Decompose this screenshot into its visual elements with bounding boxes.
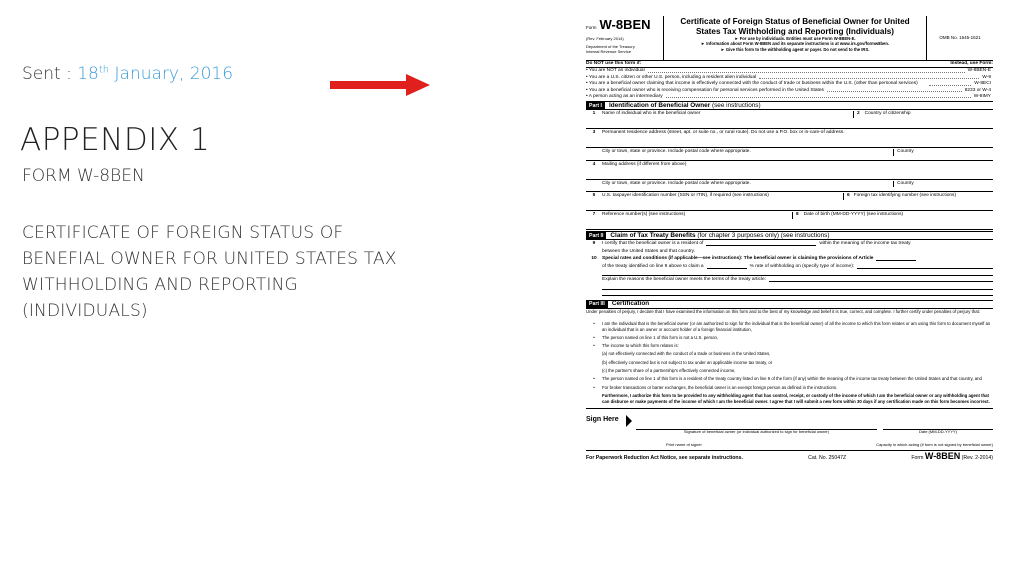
form-irs: Internal Revenue Service — [586, 49, 631, 54]
do-not-use-label: Do NOT use this form if: — [586, 61, 642, 66]
part-2-body: 9 I certify that the beneficial owner is a resident of within the meaning of the income tax treaty between the United States and that country. 10 Special rates and conditions (if applicable—see instructions): The beneficial owner is claiming the provisions of Article of the treaty identified on line 9 above to claim a % rate of withholding on (specify type of income): Explain the reasons the beneficial owner meets the terms of the treaty article: — [586, 240, 993, 296]
cert-item: I am the individual that is the beneficial owner (or am authorized to sign for the individual that is the beneficial owner) of all the income to which this form relates or am using this form to document myself as an individual that is an owner or account holder of a foreign financial institution, — [602, 320, 991, 332]
instead-label: Instead, use Form: — [950, 61, 993, 66]
sent-date — [77, 64, 233, 84]
city-label: City or town, state or province. Include postal code where appropriate. — [602, 149, 751, 155]
paperwork-notice: For Paperwork Reduction Act Notice, see separate instructions. — [586, 454, 743, 461]
form-dept: Department of the Treasury — [586, 44, 635, 49]
exclusion-form: 8233 or W-4 — [964, 87, 991, 93]
sent-month-year: January, 2016 — [109, 64, 234, 84]
exclusion-text: • A person acting as an intermediary — [586, 94, 663, 100]
cert-item: The income to which this form relates is: — [602, 343, 679, 349]
part-3-tag: Part III — [586, 300, 608, 308]
sent-date-line — [22, 64, 233, 84]
catalog-number: Cat. No. 25047Z — [808, 454, 847, 461]
triangle-pointer-icon — [626, 415, 632, 427]
line-5: 5 U.S. taxpayer identification number (SSN or ITIN), if required (see instructions) 6 Foreign tax identifying number (see instructions) — [586, 192, 993, 211]
cert-intro: Under penalties of perjury, I declare that I have examined the information on this form and to the best of my knowledge and belief it is true, correct, and complete. I further certify under penalties of perjury that: — [586, 308, 981, 314]
footer-form-number: W-8BEN — [924, 450, 961, 461]
exclusion-text: • You are a beneficial owner claiming that income is effectively connected with the conduct of trade or business within the U.S. (other than personal services) — [586, 81, 918, 87]
form-sub-3: ► Give this form to the withholding agent or payer. Do not send to the IRS. — [720, 46, 870, 52]
signature-line — [636, 412, 877, 435]
line-9b: within the meaning of the income tax treaty — [819, 241, 911, 247]
sent-day-suffix: th — [98, 64, 110, 76]
line-10b: of the treaty identified on line 9 above to claim a — [602, 263, 704, 269]
part-1-header — [586, 101, 993, 110]
form-revision: (Rev. February 2014) — [586, 36, 624, 41]
cert-line-1: CERTIFICATE OF FOREIGN STATUS OF — [22, 223, 344, 243]
line-7-label: Reference number(s) (see instructions) — [602, 212, 686, 218]
line-1: 1 Name of individual who is the beneficial owner 2 Country of citizenship — [586, 110, 993, 129]
country-label: Country — [893, 181, 993, 187]
exclusion-form: W-8BEN-E — [967, 68, 991, 74]
line-5-label: U.S. taxpayer identification number (SSN or ITIN), if required (see instructions) — [602, 193, 769, 199]
signer-name-row — [586, 442, 993, 451]
sent-label: Sent : — [22, 64, 78, 84]
cert-item: The person named on line 1 of this form is a resident of the treaty country listed on line 9 of the form (if any) within the meaning of the income tax treaty between the United States and that country, and — [602, 376, 982, 382]
exclusion-form: W-9 — [982, 74, 991, 80]
line-10d: Explain the reasons the beneficial owner meets the terms of the treaty article: — [602, 277, 766, 283]
form-sub-2: ► Information about Form W-8BEN and its separate instructions is at www.irs.gov/formw8ben. — [700, 41, 890, 47]
exclusion-form: W-8IMY — [973, 94, 991, 100]
exclusion-form: W-8ECI — [974, 81, 991, 87]
footer-revision: (Rev. 2-2014) — [961, 454, 993, 461]
sign-here-label: Sign Here — [586, 416, 619, 424]
line-3-label: Permanent residence address (street, apt. or suite no., or rural route). Do not use a P.O. box or in-care-of address. — [602, 130, 845, 136]
red-arrow-right-icon — [330, 74, 430, 96]
cert-line-2: BENEFIAL OWNER FOR UNITED STATES TAX — [22, 249, 397, 269]
line-6-label: Foreign tax identifying number (see instructions) — [853, 193, 957, 199]
line-1-label: Name of individual who is the beneficial owner — [602, 111, 701, 117]
cert-subitem: (b) effectively connected but is not subject to tax under an applicable income tax treaty, or — [602, 359, 773, 365]
cert-subitem: (a) not effectively connected with the conduct of a trade or business in the United States, — [602, 351, 771, 357]
exclusion-row — [586, 94, 993, 100]
appendix-subtitle: FORM W-8BEN — [22, 166, 145, 186]
certificate-description — [22, 220, 452, 324]
cert-item: The person named on line 1 of this form is not a U.S. person, — [602, 334, 719, 340]
cert-authorization: Furthermore, I authorize this form to be provided to any withholding agent that has control, receipt, or custody of the income of which I am the beneficial owner or any withholding agent that can disburse or make payments of the income of which I am the beneficial owner. I agree that I will submit a new form within 30 days if any certification made on this form becomes incorrect. — [602, 392, 990, 404]
line-9c: between the United States and that country. — [602, 248, 695, 254]
cert-item: For broker transactions or barter exchanges, the beneficial owner is an exempt foreign person as defined in the instructions. — [602, 384, 838, 390]
sent-day: 18 — [77, 64, 99, 84]
line-9a: I certify that the beneficial owner is a resident of — [602, 241, 704, 247]
form-footer — [586, 450, 993, 461]
exclusion-text: • You are a U.S. citizen or other U.S. person, including a resident alien individual — [586, 74, 757, 80]
part-3-body: Under penalties of perjury, I declare that I have examined the information on this form and to the best of my knowledge and belief it is true, correct, and complete. I further certify under penalties of perjury that: • I am the individual that is the beneficial owner (or am authorized to sign for the individual that is the beneficial owner) of all the income to which this form relates or am using this form to document myself as an individual that is an owner or account holder of a foreign financial institution, • The person named on line 1 of this form is not a U.S. person, • The income to which this form relates is: (a) not effectively connected with the conduct of a trade or business in the United States, (b) effectively connected but is not subject to tax under an applicable income tax treaty, or (c) the partner's share of a partnership's effectively connected income, • The person named on line 1 of this form is a resident of the treaty country listed on line 9 of the form (if any) within the meaning of the income tax treaty between the United States and that country, and • For broker transactions or barter exchanges, the beneficial owner is an exempt foreign person as defined in the instructions. Furthermore, I authorize this form to be provided to any withholding agent that has control, receipt, or custody of the income of which I am the beneficial owner or any withholding agent that can disburse or make payments of the income of which I am the beneficial owner. I agree that I will submit a new form within 30 days if any certification made on this form becomes incorrect. — [586, 309, 993, 405]
cert-line-3: WITHHOLDING AND REPORTING — [22, 275, 298, 295]
line-10c: % rate of withholding on (specify type of income): — [749, 263, 855, 269]
part-2-title: Claim of Tax Treaty Benefits — [610, 231, 696, 239]
line-4-city — [586, 180, 993, 193]
exclusion-text: • You are a beneficial owner who is receiving compensation for personal services performed in the United States — [586, 87, 824, 93]
part-1-title: Identification of Beneficial Owner — [608, 101, 711, 109]
print-name-label: Print name of signer — [666, 441, 702, 447]
line-3-city — [586, 148, 993, 161]
form-title-1: Certificate of Foreign Status of Beneficial Owner for United — [680, 17, 910, 26]
form-number: W-8BEN — [599, 17, 651, 32]
part-2-tag: Part II — [586, 232, 606, 240]
do-not-use-header — [586, 61, 993, 68]
signature-caption: Signature of beneficial owner (or individual authorized to sign for beneficial owner) — [683, 429, 830, 435]
exclusion-text: • You are NOT an individual — [586, 68, 645, 74]
line-4: 4 Mailing address (if different from above) — [586, 161, 993, 180]
omb-number: OMB No. 1545-1621 — [939, 34, 981, 40]
country-label: Country — [893, 149, 993, 155]
line-2-label: Country of citizenship — [864, 111, 911, 117]
line-8-label: Date of birth (MM-DD-YYYY) (see instructions) — [803, 212, 904, 218]
form-id-block — [586, 16, 664, 60]
cert-subitem: (c) the partner's share of a partnership's effectively connected income, — [602, 368, 736, 374]
capacity-label: Capacity in which acting (if form is not signed by beneficial owner) — [876, 441, 993, 447]
part-2-header — [586, 231, 993, 240]
form-title-2: States Tax Withholding and Reporting (Individuals) — [695, 26, 895, 36]
cert-line-4: (INDIVIDUALS) — [22, 301, 148, 321]
line-10a: Special rates and conditions (if applicable—see instructions): The beneficial owner is claiming the provisions of Article — [602, 256, 874, 262]
date-caption: Date (MM-DD-YYYY) — [918, 429, 957, 435]
line-4-label: Mailing address (if different from above) — [602, 161, 687, 167]
city-label: City or town, state or province. Include postal code where appropriate. — [602, 180, 751, 186]
form-title-block — [664, 16, 927, 60]
part-3-title: Certification — [611, 300, 650, 308]
appendix-title: APPENDIX 1 — [20, 122, 211, 158]
line-3: 3 Permanent residence address (street, apt. or suite no., or rural route). Do not use a P.O. box or in-care-of address. — [586, 129, 993, 148]
form-sub-1: ► For use by individuals. Entities must use Form W-8BEN-E. — [734, 36, 856, 41]
line-7: 7 Reference number(s) (see instructions) 8 Date of birth (MM-DD-YYYY) (see instructions) — [586, 211, 993, 230]
footer-form-label: Form — [911, 454, 924, 461]
sign-here-block — [586, 408, 993, 433]
form-w8ben-image — [586, 16, 993, 552]
date-line — [883, 412, 993, 435]
part-1-tag: Part I — [586, 102, 605, 110]
form-header — [586, 16, 993, 61]
form-label: Form — [586, 25, 597, 30]
part-2-note: (for chapter 3 purposes only) (see instructions) — [697, 231, 830, 239]
part-1-note: (see instructions) — [711, 101, 761, 109]
footer-form-id — [911, 450, 993, 461]
part-3-header — [586, 300, 993, 309]
